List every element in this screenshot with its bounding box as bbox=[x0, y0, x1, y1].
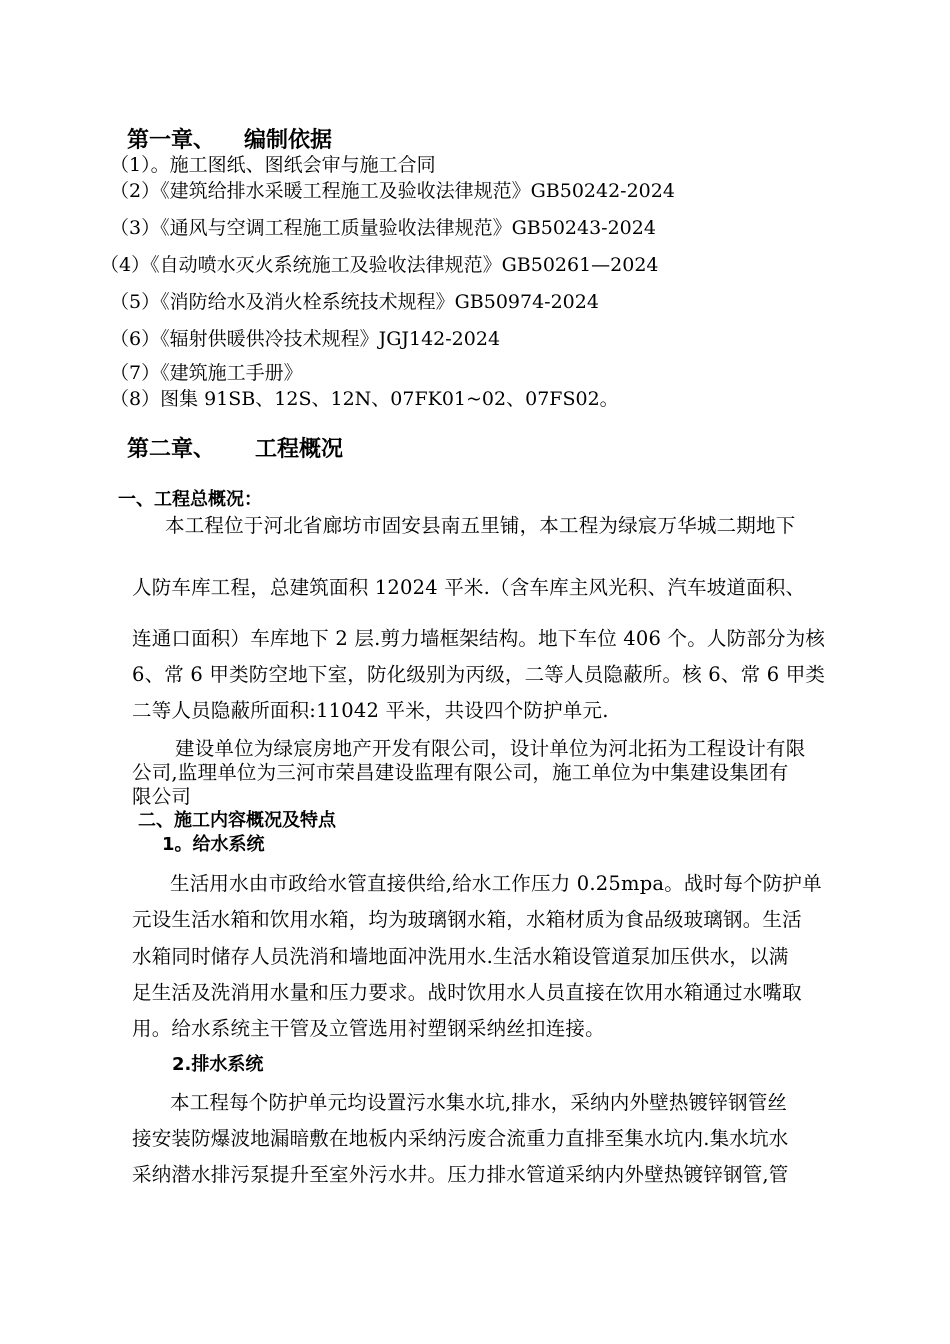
chapter1-number: 第一章、 bbox=[127, 128, 216, 153]
parties-line-2: 公司,监理单位为三河市荣昌建设监理有限公司，施工单位为中集建设集团有 bbox=[132, 761, 789, 784]
water-supply-line-2: 元设生活水箱和饮用水箱，均为玻璃钢水箱，水箱材质为食品级玻璃钢。生活 bbox=[132, 908, 802, 931]
reference-item-3: （3）《通风与空调工程施工质量验收法律规范》GB50243-2024 bbox=[110, 217, 656, 239]
reference-item-7: （7）《建筑施工手册》 bbox=[110, 362, 303, 384]
parties-line-3: 限公司 bbox=[132, 785, 192, 808]
overview-line-3: 连通口面积）车库地下 2 层.剪力墙框架结构。地下车位 406 个。人防部分为核 bbox=[132, 627, 826, 650]
drainage-heading: 2.排水系统 bbox=[172, 1054, 264, 1075]
reference-item-5: （5）《消防给水及消火栓系统技术规程》GB50974-2024 bbox=[110, 291, 599, 313]
drainage-line-2: 接安装防爆波地漏暗敷在地板内采纳污废合流重力直排至集水坑内.集水坑水 bbox=[132, 1127, 789, 1150]
overview-line-4: 6、常 6 甲类防空地下室，防化级别为丙级，二等人员隐蔽所。核 6、常 6 甲类 bbox=[132, 663, 826, 686]
chapter2-title: 工程概况 bbox=[255, 437, 344, 462]
overview-line-1: 本工程位于河北省廊坊市固安县南五里铺，本工程为绿宸万华城二期地下 bbox=[165, 514, 796, 537]
parties-line-1: 建设单位为绿宸房地产开发有限公司，设计单位为河北拓为工程设计有限 bbox=[175, 737, 806, 760]
reference-item-6: （6）《辐射供暖供冷技术规程》JGJ142-2024 bbox=[110, 328, 501, 350]
water-supply-line-3: 水箱同时储存人员洗消和墙地面冲洗用水.生活水箱设管道泵加压供水，以满 bbox=[132, 945, 789, 968]
reference-item-8: （8）图集 91SB、12S、12N、07FK01~02、07FS02。 bbox=[110, 388, 619, 410]
water-supply-line-4: 足生活及洗消用水量和压力要求。战时饮用水人员直接在饮用水箱通过水嘴取 bbox=[132, 981, 802, 1004]
water-supply-heading: 1。给水系统 bbox=[162, 834, 265, 855]
water-supply-line-5: 用。给水系统主干管及立管选用衬塑钢采纳丝扣连接。 bbox=[132, 1017, 605, 1040]
reference-item-4: （4）《自动喷水灭火系统施工及验收法律规范》GB50261—2024 bbox=[100, 254, 659, 276]
section1-heading: 一、工程总概况： bbox=[118, 489, 262, 510]
overview-line-5: 二等人员隐蔽所面积:11042 平米，共设四个防护单元. bbox=[132, 699, 609, 722]
water-supply-line-1: 生活用水由市政给水管直接供给,给水工作压力 0.25mpa。战时每个防护单 bbox=[170, 872, 822, 895]
chapter2-number: 第二章、 bbox=[127, 437, 216, 462]
chapter1-title: 编制依据 bbox=[244, 128, 333, 153]
drainage-line-3: 采纳潜水排污泵提升至室外污水井。压力排水管道采纳内外壁热镀锌钢管,管 bbox=[132, 1163, 789, 1186]
drainage-line-1: 本工程每个防护单元均设置污水集水坑,排水，采纳内外壁热镀锌钢管丝 bbox=[170, 1091, 788, 1114]
overview-line-2: 人防车库工程，总建筑面积 12024 平米.（含车库主风光积、汽车坡道面积、 bbox=[132, 576, 806, 599]
section2-heading: 二、施工内容概况及特点 bbox=[138, 810, 336, 831]
reference-item-2: （2）《建筑给排水采暖工程施工及验收法律规范》GB50242-2024 bbox=[110, 180, 675, 202]
reference-item-1: （1）。施工图纸、图纸会审与施工合同 bbox=[110, 154, 436, 176]
